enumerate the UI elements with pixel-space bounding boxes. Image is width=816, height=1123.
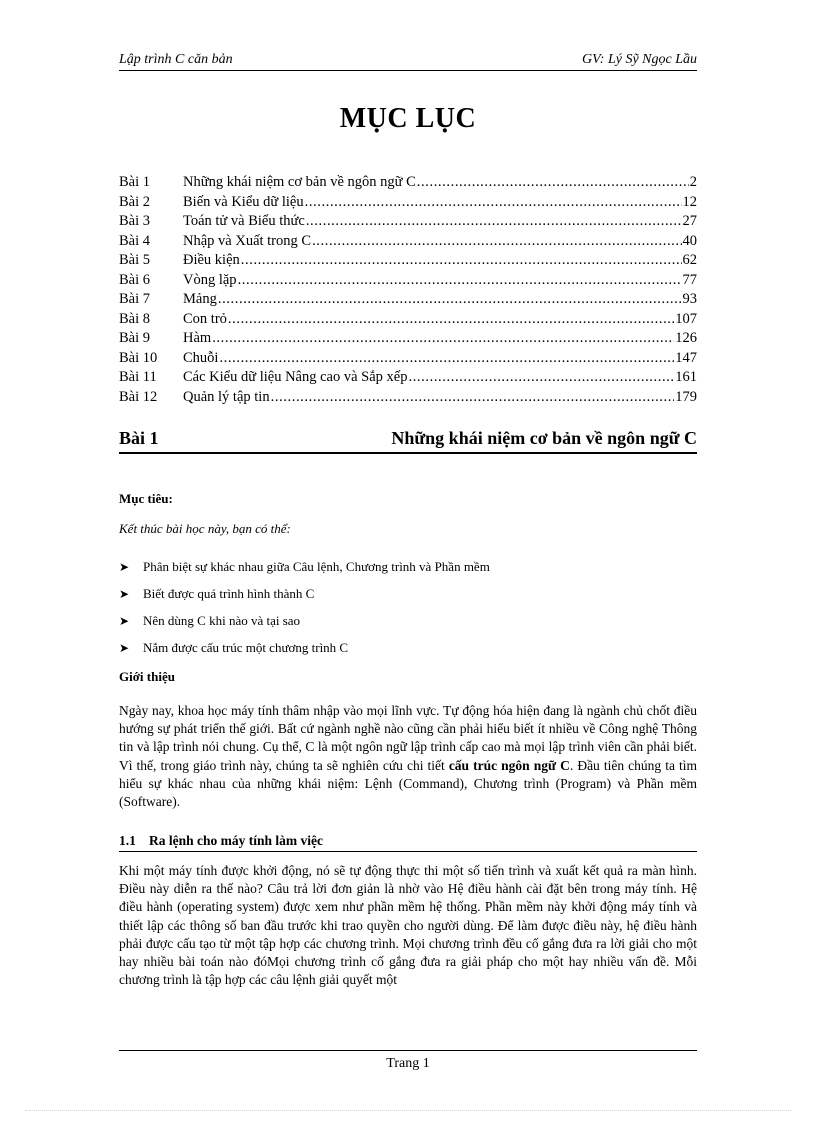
toc-lesson-number: Bài 1 [119,174,151,190]
toc-lesson-title: Điều kiện [183,252,240,268]
toc-entry[interactable] [119,350,697,370]
toc-lesson-title: Những khái niệm cơ bản về ngôn ngữ C [183,174,416,190]
header-instructor: GV: Lý Sỹ Ngọc Lầu [582,52,697,67]
toc-lesson-title: Quản lý tập tin [183,388,270,405]
page-edge-divider [25,1110,791,1111]
toc-lesson-title: Hàm [183,330,212,346]
toc-lesson-number: Bài 9 [119,330,151,346]
toc-dot-leader [228,311,674,328]
section-heading [119,833,697,852]
section-title: Ra lệnh cho máy tính làm việc [149,833,323,848]
toc-dot-leader [271,389,675,406]
toc-entry[interactable] [119,311,697,331]
list-item: ➤ Phân biệt sự khác nhau giữa Câu lệnh, Chương trình và Phần mềm [119,559,490,574]
toc-page-number: 147 [675,349,697,366]
toc-entry[interactable] [119,330,697,350]
toc-dot-leader [241,252,682,269]
lesson-number: Bài 1 [119,428,159,448]
toc-page-number: 2 [689,174,697,190]
objectives-list [119,559,697,667]
toc-page-number: 62 [682,252,697,268]
toc-lesson-number: Bài 2 [119,193,151,210]
page-footer [119,1050,697,1072]
section-number: 1.1 [119,833,136,848]
toc-page-number: 40 [682,232,697,249]
arrow-bullet-icon: ➤ [119,587,130,601]
toc-page-number: 93 [682,291,697,307]
toc-entry[interactable] [119,252,697,272]
arrow-bullet-icon: ➤ [119,641,130,655]
toc-page-number: 179 [675,388,697,405]
toc-entry[interactable] [119,369,697,389]
toc-lesson-number: Bài 8 [119,310,151,327]
toc-page-number: 126 [675,330,697,346]
toc-lesson-number: Bài 10 [119,349,158,366]
toc-lesson-title: Toán tử và Biểu thức [183,213,305,229]
toc-entry[interactable] [119,174,697,194]
toc-lesson-title: Con trỏ [183,310,227,327]
toc-entry[interactable] [119,213,697,233]
section-paragraph: Khi một máy tính được khởi động, nó sẽ tự động thực thi một số tiến trình và xuất kết quả ra màn hình. Điều này diễn ra thế nào? Câu trả lời đơn giản là nhờ vào Hệ điều hành cài đặt bên trong máy tính. Hệ điều hành (operating system) được xem như phần mềm hệ thống. Phần mềm này khởi động máy tính và thiết lập các thông số ban đầu trước khi trao quyền cho người dùng. Để làm được điều này, hệ điều hành phải được cấu tạo từ một tập hợp các chương trình. Mọi chương trình đều cố gắng đưa ra lời giải cho một hay nhiều bài toán nào đóMọi chương trình cố gắng đưa ra giải pháp cho một hay nhiều vấn đề. Mỗi chương trình là tập hợp các câu lệnh giải quyết một [119,863,697,988]
lesson-heading [119,428,697,454]
toc-lesson-number: Bài 12 [119,388,158,405]
toc-entry[interactable] [119,233,697,253]
toc-entry[interactable] [119,389,697,409]
toc-entry[interactable] [119,272,697,292]
page-number: Trang 1 [386,1056,430,1071]
toc-lesson-title: Chuỗi [183,349,219,366]
list-item: ➤ Biết được quá trình hình thành C [119,586,315,601]
toc-lesson-number: Bài 11 [119,369,157,385]
toc-lesson-number: Bài 3 [119,213,151,229]
toc-page-number: 12 [682,193,697,210]
page-title: MỤC LỤC [339,103,477,134]
toc-lesson-number: Bài 6 [119,271,151,288]
objectives-lead: Kết thúc bài học này, bạn có thể: [119,521,291,536]
toc-lesson-title: Vòng lặp [183,271,237,288]
toc-dot-leader [219,350,674,367]
toc-dot-leader [417,174,689,191]
intro-heading: Giới thiệu [119,669,175,684]
toc-lesson-title: Các Kiểu dữ liệu Nâng cao và Sắp xếp [183,369,408,385]
header-course-title: Lập trình C căn bản [119,52,233,67]
toc-entry[interactable] [119,194,697,214]
list-item: ➤ Nắm được cấu trúc một chương trình C [119,640,349,655]
arrow-bullet-icon: ➤ [119,560,130,574]
toc-dot-leader [218,291,682,308]
intro-paragraph: Ngày nay, khoa học máy tính thâm nhập vào mọi lĩnh vực. Tự động hóa hiện đang là ngành chủ chốt điều hướng sự phát triển thế giới. Bất cứ ngành nghề nào cũng cần phải hiểu biết ít nhiều về Công nghệ Thông tin và lập trình nói chung. Cụ thể, C là một ngôn ngữ lập trình cấp cao mà mọi lập trình viên cần phải biết. Vì thế, trong giáo trình này, chúng ta sẽ nghiên cứu chi tiết cấu trúc ngôn ngữ C. Đầu tiên chúng ta tìm hiểu sự khác nhau của những khái niệm: Lệnh (Command), Chương trình (Program) và Phần mềm (Software). [119,703,697,810]
toc-dot-leader [238,272,682,289]
toc-lesson-title: Biến và Kiểu dữ liệu [183,193,304,210]
toc-lesson-number: Bài 7 [119,291,151,307]
toc-lesson-title: Mảng [183,291,217,307]
toc-lesson-number: Bài 4 [119,232,151,249]
table-of-contents [119,174,697,408]
objectives-heading: Mục tiêu: [119,491,173,506]
running-header [119,50,697,71]
toc-dot-leader [312,233,681,250]
toc-page-number: 27 [682,213,697,229]
toc-dot-leader [306,213,682,230]
toc-page-number: 107 [675,310,697,327]
list-item: ➤ Nên dùng C khi nào và tại sao [119,613,301,628]
lesson-title: Những khái niệm cơ bản về ngôn ngữ C [391,428,697,448]
toc-dot-leader [305,194,682,211]
toc-lesson-number: Bài 5 [119,252,151,268]
toc-page-number: 161 [675,369,697,385]
arrow-bullet-icon: ➤ [119,614,130,628]
toc-page-number: 77 [682,271,697,288]
toc-entry[interactable] [119,291,697,311]
toc-dot-leader [408,369,674,386]
toc-dot-leader [212,330,674,347]
toc-lesson-title: Nhập và Xuất trong C [183,232,312,249]
